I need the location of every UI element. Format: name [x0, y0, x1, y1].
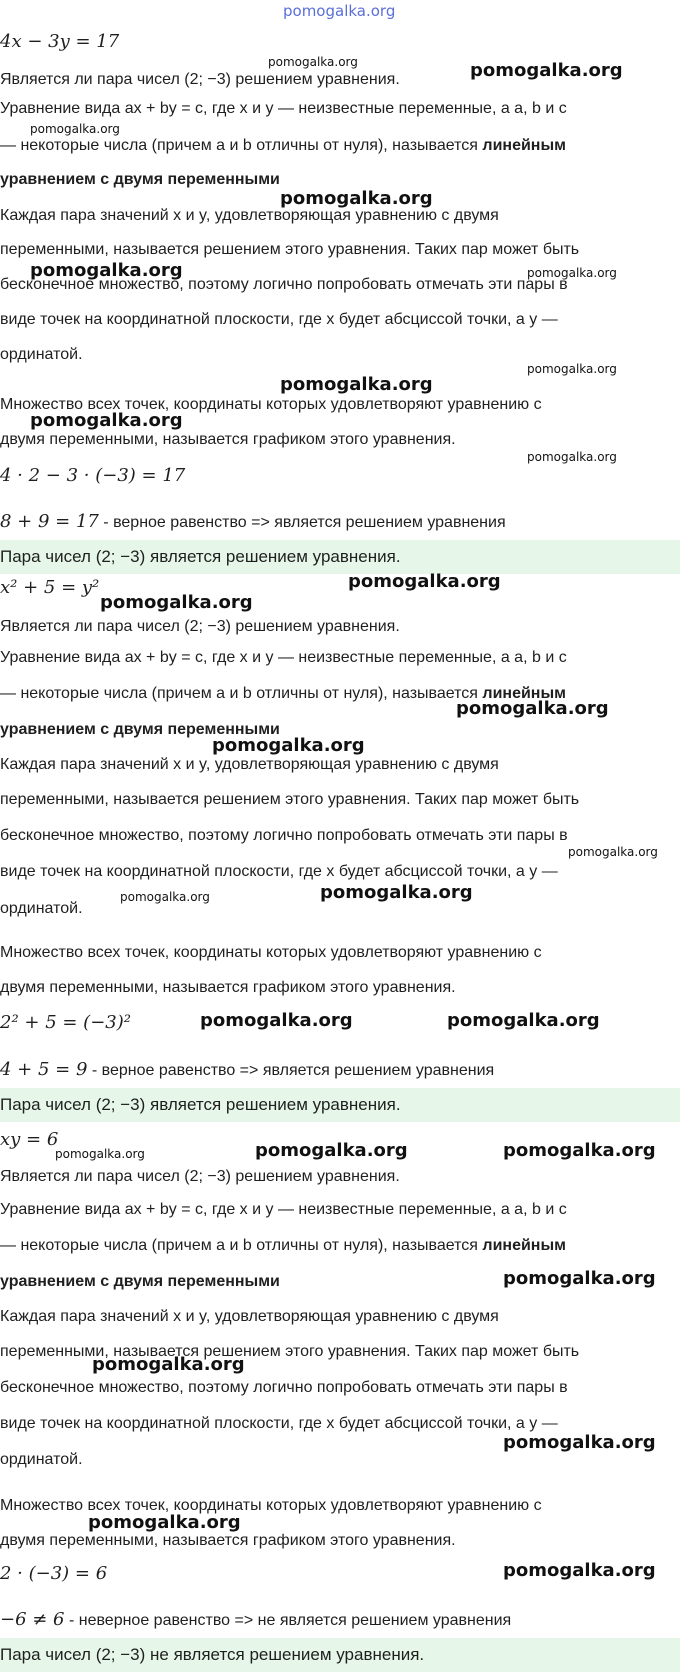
substitution-2: 2² + 5 = (−3)² [0, 1012, 131, 1033]
watermark: pomogalka.org [280, 188, 433, 209]
solution-text-3: бесконечное множество, поэтому логично попробовать отмечать эти пары в [0, 827, 568, 844]
substitution-1: 4 · 2 − 3 · (−3) = 17 [0, 465, 186, 486]
graph-text-2: двумя переменными, называется графиком этого уравнения. [0, 979, 456, 996]
watermark: pomogalka.org [503, 1268, 656, 1289]
solution-text-5: ординатой. [0, 1451, 83, 1468]
solution-text-4: виде точек на координатной плоскости, где x будет абсциссой точки, а y — [0, 311, 558, 328]
watermark: pomogalka.org [568, 845, 658, 859]
watermark: pomogalka.org [88, 1512, 241, 1533]
check-expression: 8 + 9 = 17 [0, 511, 99, 532]
definition-line-1: Уравнение вида ax + by = c, где x и y — неизвестные переменные, а a, b и c [0, 100, 567, 117]
watermark: pomogalka.org [456, 698, 609, 719]
solution-text-5: ординатой. [0, 900, 83, 917]
definition-term: линейным [482, 1237, 566, 1254]
check-expression: 4 + 5 = 9 [0, 1059, 88, 1080]
watermark: pomogalka.org [55, 1147, 145, 1161]
watermark: pomogalka.org [447, 1010, 600, 1031]
definition-term: линейным [482, 685, 566, 702]
equation-2: x² + 5 = y² [0, 577, 100, 598]
definition-text: — некоторые числа (причем a и b отличны от нуля), называется [0, 685, 483, 702]
watermark: pomogalka.org [527, 450, 617, 464]
graph-text-1: Множество всех точек, координаты которых удовлетворяют уравнению с [0, 1497, 542, 1514]
equation-3: xy = 6 [0, 1129, 59, 1150]
watermark: pomogalka.org [280, 374, 433, 395]
solution-text-1: Каждая пара значений x и y, удовлетворяющая уравнению с двумя [0, 1308, 499, 1325]
watermark: pomogalka.org [503, 1140, 656, 1161]
equation-1: 4x − 3y = 17 [0, 31, 120, 52]
watermark: pomogalka.org [503, 1560, 656, 1581]
definition-line-2 [0, 1236, 566, 1256]
watermark: pomogalka.org [30, 410, 183, 431]
definition-text: — некоторые числа (причем a и b отличны от нуля), называется [0, 137, 483, 154]
watermark: pomogalka.org [212, 735, 365, 756]
site-header-watermark: pomogalka.org [283, 2, 396, 20]
substitution-3: 2 · (−3) = 6 [0, 1563, 108, 1584]
graph-text-2: двумя переменными, называется графиком этого уравнения. [0, 431, 456, 448]
watermark: pomogalka.org [503, 1432, 656, 1453]
solution-text-2: переменными, называется решением этого уравнения. Таких пар может быть [0, 791, 580, 808]
check-expression: −6 ≠ 6 [0, 1609, 65, 1630]
question-2: Является ли пара чисел (2; −3) решением уравнения. [0, 618, 400, 635]
definition-line-1: Уравнение вида ax + by = c, где x и y — неизвестные переменные, а a, b и c [0, 1201, 567, 1218]
solution-text-4: виде точек на координатной плоскости, где x будет абсциссой точки, а y — [0, 1415, 558, 1432]
solution-text-2: переменными, называется решением этого уравнения. Таких пар может быть [0, 241, 580, 258]
solution-text-1: Каждая пара значений x и y, удовлетворяющая уравнению с двумя [0, 756, 499, 773]
definition-term-line-3: уравнением с двумя переменными [0, 721, 280, 738]
watermark: pomogalka.org [527, 362, 617, 376]
watermark: pomogalka.org [30, 260, 183, 281]
solution-text-4: виде точек на координатной плоскости, где x будет абсциссой точки, а y — [0, 863, 558, 880]
definition-line-1: Уравнение вида ax + by = c, где x и y — неизвестные переменные, а a, b и c [0, 649, 567, 666]
definition-text: — некоторые числа (причем a и b отличны от нуля), называется [0, 1237, 483, 1254]
answer-1: Пара чисел (2; −3) является решением уравнения. [0, 547, 401, 566]
definition-line-2 [0, 136, 566, 156]
graph-text-1: Множество всех точек, координаты которых удовлетворяют уравнению с [0, 944, 542, 961]
check-line-3 [0, 1610, 511, 1631]
question-1: Является ли пара чисел (2; −3) решением уравнения. [0, 71, 400, 88]
graph-text-2: двумя переменными, называется графиком этого уравнения. [0, 1532, 456, 1549]
watermark: pomogalka.org [268, 55, 358, 69]
check-text: - верное равенство => является решением уравнения [98, 514, 506, 531]
definition-term-line-3: уравнением с двумя переменными [0, 171, 280, 188]
solution-text-3: бесконечное множество, поэтому логично попробовать отмечать эти пары в [0, 276, 568, 293]
definition-term: линейным [482, 137, 566, 154]
watermark: pomogalka.org [320, 882, 473, 903]
solution-text-3: бесконечное множество, поэтому логично попробовать отмечать эти пары в [0, 1379, 568, 1396]
solution-text-5: ординатой. [0, 346, 83, 363]
graph-text-1: Множество всех точек, координаты которых удовлетворяют уравнению с [0, 396, 542, 413]
watermark: pomogalka.org [30, 122, 120, 136]
check-line-1 [0, 512, 506, 533]
watermark: pomogalka.org [100, 592, 253, 613]
check-text: - верное равенство => является решением уравнения [87, 1062, 495, 1079]
answer-2: Пара чисел (2; −3) является решением уравнения. [0, 1095, 401, 1114]
answer-3: Пара чисел (2; −3) не является решением уравнения. [0, 1645, 425, 1664]
watermark: pomogalka.org [470, 60, 623, 81]
watermark: pomogalka.org [92, 1354, 245, 1375]
watermark: pomogalka.org [527, 266, 617, 280]
solution-text-1: Каждая пара значений x и y, удовлетворяющая уравнению с двумя [0, 207, 499, 224]
check-text: - неверное равенство => не является решением уравнения [64, 1612, 512, 1629]
solution-text-2: переменными, называется решением этого уравнения. Таких пар может быть [0, 1343, 580, 1360]
watermark: pomogalka.org [120, 890, 210, 904]
watermark: pomogalka.org [255, 1140, 408, 1161]
question-3: Является ли пара чисел (2; −3) решением уравнения. [0, 1168, 400, 1185]
watermark: pomogalka.org [348, 571, 501, 592]
check-line-2 [0, 1060, 494, 1081]
definition-term-line-3: уравнением с двумя переменными [0, 1273, 280, 1290]
watermark: pomogalka.org [200, 1010, 353, 1031]
